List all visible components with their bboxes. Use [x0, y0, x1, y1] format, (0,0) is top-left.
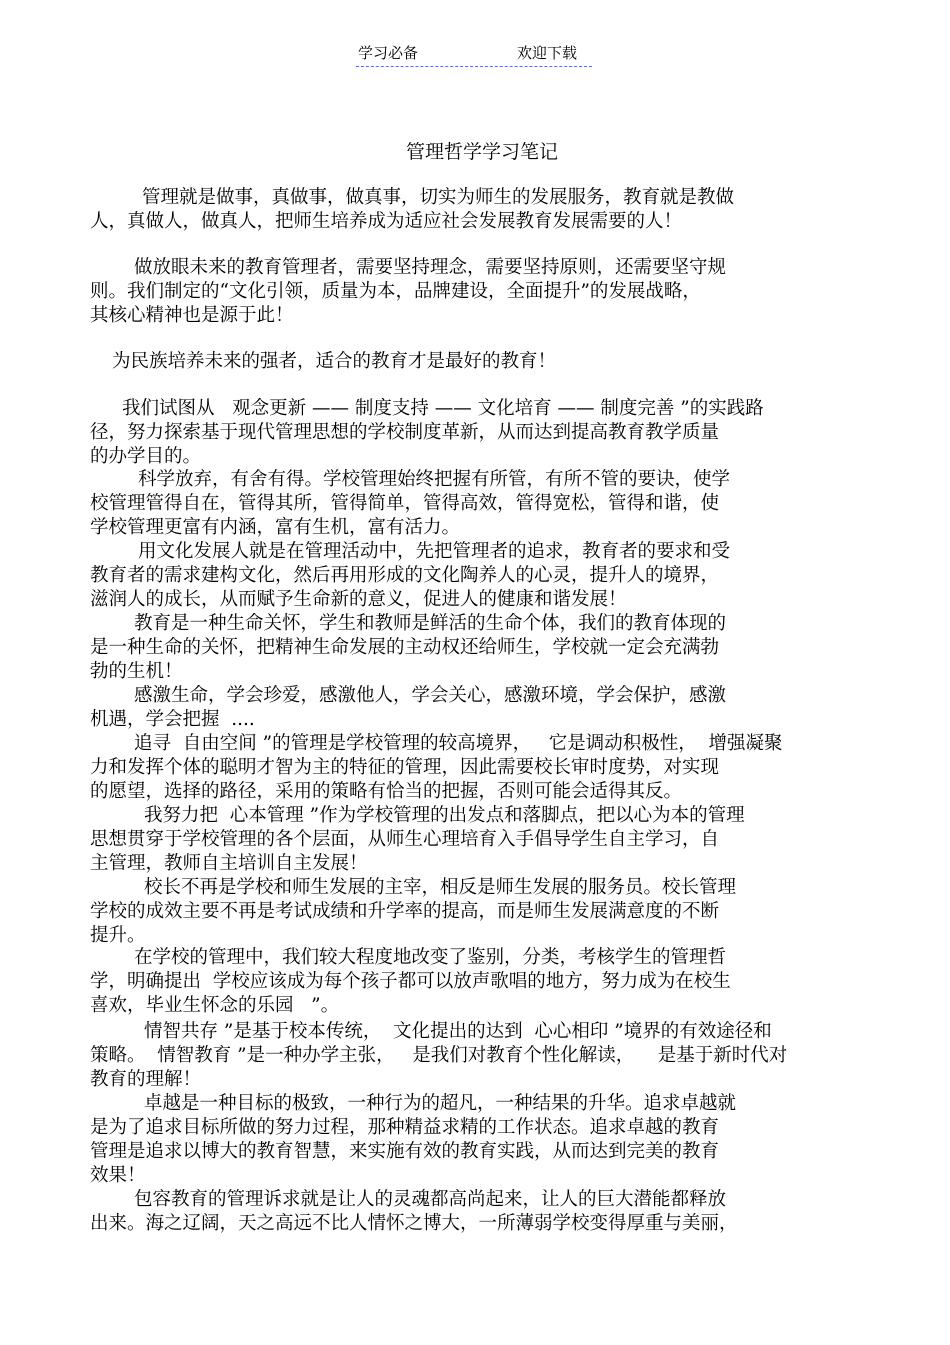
body-line: 教育的理解！	[90, 1069, 202, 1090]
body-line: 机遇，学会把握 ....	[90, 709, 255, 730]
body-line: 卓越是一种目标的极致，一种行为的超凡，一种结果的升华。追求卓越就	[144, 1093, 737, 1114]
body-line: 力和发挥个体的聪明才智为主的特征的管理，因此需要校长审时度势，对实现	[90, 757, 720, 778]
body-line: 的愿望，选择的路径，采用的策略有恰当的把握，否则可能会适得其反。	[90, 781, 683, 802]
body-line: 学校的成效主要不再是考试成绩和升学率的提高，而是师生发展满意度的不断	[90, 901, 720, 922]
body-line: 是一种生命的关怀，把精神生命发展的主动权还给师生，学校就一定会充满勃	[90, 637, 720, 658]
body-line: 则。我们制定的“文化引领，质量为本，品牌建设，全面提升”的发展战略，	[90, 281, 701, 302]
body-line: 管理就是做事，真做事，做真事，切实为师生的发展服务，教育就是教做	[142, 187, 735, 208]
body-line: 提升。	[90, 925, 146, 946]
body-line: 人，真做人，做真人，把师生培养成为适应社会发展教育发展需要的人！	[90, 211, 683, 232]
body-line: 校管理管得自在，管得其所，管得简单，管得高效，管得宽松，管得和谐，使	[90, 493, 720, 514]
body-line: 策略。 情智教育 ”是一种办学主张， 是我们对教育个性化解读， 是基于新时代对	[90, 1045, 788, 1066]
body-line: 径，努力探索基于现代管理思想的学校制度革新，从而达到提高教育教学质量	[90, 422, 720, 443]
body-line: 出来。海之辽阔，天之高远不比人情怀之博大，一所薄弱学校变得厚重与美丽，	[90, 1213, 738, 1234]
body-line: 在学校的管理中，我们较大程度地改变了鉴别，分类，考核学生的管理哲	[134, 947, 727, 968]
body-line: 学校管理更富有内涵，富有生机，富有活力。	[90, 517, 461, 538]
body-line: 喜欢，毕业生怀念的乐园 ”。	[90, 995, 340, 1016]
body-line: 追寻 自由空间 ”的管理是学校管理的较高境界， 它是调动积极性， 增强凝聚	[134, 733, 783, 754]
body-line: 校长不再是学校和师生发展的主宰，相反是师生发展的服务员。校长管理	[144, 877, 737, 898]
body-line: 感激生命，学会珍爱，感激他人，学会关心，感激环境，学会保护，感激	[134, 685, 727, 706]
document-title: 管理哲学学习笔记	[405, 141, 558, 163]
body-line: 主管理，教师自主培训自主发展！	[90, 853, 368, 874]
body-line: 包容教育的管理诉求就是让人的灵魂都高尚起来，让人的巨大潜能都释放	[134, 1189, 727, 1210]
body-line: 用文化发展人就是在管理活动中，先把管理者的追求，教育者的要求和受	[138, 541, 731, 562]
body-line: 情智共存 ”是基于校本传统， 文化提出的达到 心心相印 ”境界的有效途径和	[144, 1021, 772, 1042]
body-line: 为民族培养未来的强者，适合的教育才是最好的教育！	[112, 351, 557, 372]
body-line: 是为了追求目标所做的努力过程，那种精益求精的工作状态。追求卓越的教育	[90, 1117, 720, 1138]
body-line: 做放眼未来的教育管理者，需要坚持理念，需要坚持原则，还需要坚守规	[134, 257, 727, 278]
body-line: 管理是追求以博大的教育智慧，来实施有效的教育实践，从而达到完美的教育	[90, 1141, 720, 1162]
body-line: 勃的生机！	[90, 661, 183, 682]
body-line: 思想贯穿于学校管理的各个层面，从师生心理培育入手倡导学生自主学习，自	[90, 829, 720, 850]
body-line: 的办学目的。	[90, 446, 202, 467]
body-line: 教育是一种生命关怀，学生和教师是鲜活的生命个体，我们的教育体现的	[134, 613, 727, 634]
body-line: 我们试图从 观念更新 —— 制度支持 —— 文化培育 —— 制度完善 ”的实践路	[122, 398, 764, 419]
page-header	[356, 42, 592, 67]
body-line: 其核心精神也是源于此！	[90, 305, 294, 326]
header-right-text: 欢迎下载	[517, 44, 578, 62]
body-line: 科学放弃，有舍有得。学校管理始终把握有所管，有所不管的要诀，使学	[138, 469, 731, 490]
body-line: 学，明确提出 学校应该成为每个孩子都可以放声歌唱的地方，努力成为在校生	[90, 971, 731, 992]
body-line: 滋润人的成长，从而赋予生命新的意义，促进人的健康和谐发展！	[90, 589, 627, 610]
body-line: 教育者的需求建构文化，然后再用形成的文化陶养人的心灵，提升人的境界，	[90, 565, 720, 586]
body-line: 效果！	[90, 1165, 146, 1186]
body-line: 我努力把 心本管理 ”作为学校管理的出发点和落脚点，把以心为本的管理	[144, 805, 745, 826]
header-left-text: 学习必备	[358, 44, 419, 62]
